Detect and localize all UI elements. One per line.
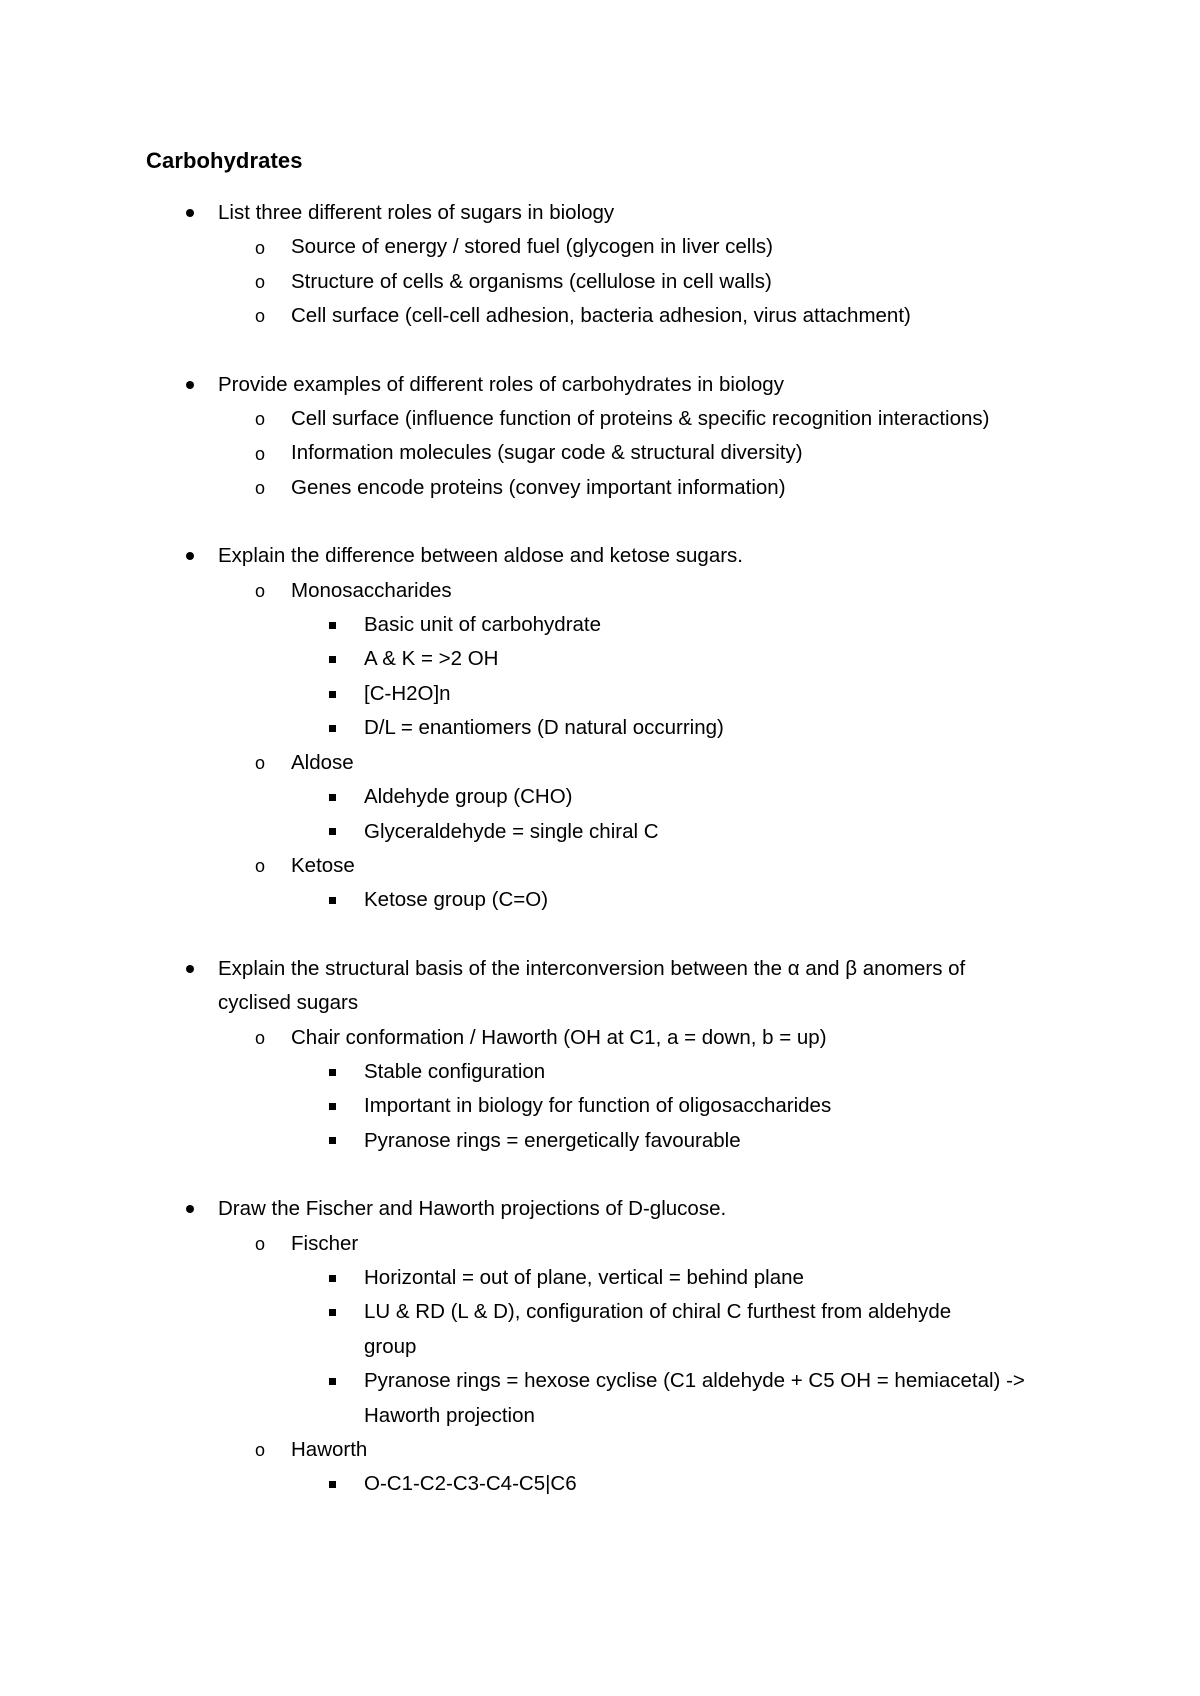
- bullet-square: [329, 608, 336, 642]
- section-anomers: [0, 952, 1200, 1158]
- group-heading-text: Monosaccharides: [291, 578, 452, 602]
- group-heading-text: Fischer: [291, 1231, 359, 1255]
- document-body: [0, 196, 1200, 1536]
- list-item: [0, 436, 1200, 470]
- list-item-continuation: [0, 1330, 1200, 1364]
- list-item-continuation: [0, 1399, 1200, 1433]
- list-item: [0, 402, 1200, 436]
- bullet-disc: [186, 539, 194, 573]
- group-heading: [0, 746, 1200, 780]
- section-projections: [0, 1192, 1200, 1502]
- group-heading-text: Aldose: [291, 750, 354, 774]
- question: [0, 368, 1200, 402]
- list-item: [0, 1467, 1200, 1501]
- bullet-circle: o: [255, 306, 266, 327]
- bullet-square: [329, 1364, 336, 1398]
- list-item-text: Horizontal = out of plane, vertical = behind plane: [364, 1265, 804, 1289]
- bullet-circle: o: [255, 478, 266, 499]
- list-item: [0, 642, 1200, 676]
- bullet-square: [329, 780, 336, 814]
- bullet-disc: [186, 368, 194, 402]
- group-heading: [0, 849, 1200, 883]
- bullet-disc: [186, 196, 194, 230]
- bullet-circle: o: [255, 1440, 266, 1461]
- list-item-text: D/L = enantiomers (D natural occurring): [364, 716, 724, 740]
- list-item: [0, 299, 1200, 333]
- group-heading: [0, 1021, 1200, 1055]
- list-item-text: Ketose group (C=O): [364, 888, 549, 912]
- question-text: Draw the Fischer and Haworth projections of D-glucose.: [218, 1197, 727, 1221]
- list-item: [0, 608, 1200, 642]
- bullet-square: [329, 1089, 336, 1123]
- list-item: [0, 1261, 1200, 1295]
- list-item-text: Information molecules (sugar code & structural diversity): [291, 441, 803, 465]
- list-item-text: Pyranose rings = hexose cyclise (C1 aldehyde + C5 OH = hemiacetal) ->: [364, 1369, 1025, 1393]
- list-item-text: Aldehyde group (CHO): [364, 785, 573, 809]
- question: [0, 196, 1200, 230]
- bullet-circle: o: [255, 752, 266, 773]
- list-item: [0, 677, 1200, 711]
- group-heading: [0, 1227, 1200, 1261]
- list-item: [0, 1124, 1200, 1158]
- question-text: Explain the structural basis of the interconversion between the α and β anomers of: [218, 956, 966, 980]
- list-item: [0, 1295, 1200, 1329]
- question-text: Explain the difference between aldose and ketose sugars.: [218, 544, 744, 568]
- list-item: [0, 1089, 1200, 1123]
- list-item-text: Cell surface (cell-cell adhesion, bacteria adhesion, virus attachment): [291, 304, 911, 328]
- list-item: [0, 471, 1200, 505]
- list-item-text: [C-H2O]n: [364, 681, 451, 705]
- bullet-disc: [186, 1192, 194, 1226]
- bullet-circle: o: [255, 1027, 266, 1048]
- section-sugar-roles: [0, 196, 1200, 334]
- bullet-square: [329, 1124, 336, 1158]
- list-item-text: Stable configuration: [364, 1059, 546, 1083]
- group-heading-text: Ketose: [291, 853, 355, 877]
- list-item: [0, 883, 1200, 917]
- bullet-square: [329, 642, 336, 676]
- question: [0, 539, 1200, 573]
- bullet-square: [329, 1261, 336, 1295]
- bullet-square: [329, 1055, 336, 1089]
- list-item-text: A & K = >2 OH: [364, 647, 499, 671]
- bullet-square: [329, 711, 336, 745]
- bullet-circle: o: [255, 409, 266, 430]
- list-item-text: Basic unit of carbohydrate: [364, 613, 602, 637]
- list-item: [0, 265, 1200, 299]
- section-carbohydrate-roles: [0, 368, 1200, 506]
- bullet-square: [329, 1467, 336, 1501]
- bullet-circle: o: [255, 443, 266, 464]
- list-item: [0, 711, 1200, 745]
- section-aldose-ketose: [0, 539, 1200, 917]
- group-heading: [0, 574, 1200, 608]
- list-item-text: group: [364, 1334, 417, 1358]
- list-item: [0, 1364, 1200, 1398]
- group-heading-text: Chair conformation / Haworth (OH at C1, a = down, b = up): [291, 1025, 827, 1049]
- bullet-circle: o: [255, 580, 266, 601]
- bullet-square: [329, 815, 336, 849]
- question: [0, 1192, 1200, 1226]
- bullet-circle: o: [255, 237, 266, 258]
- list-item-text: O-C1-C2-C3-C4-C5|C6: [364, 1472, 577, 1496]
- group-heading-text: Haworth: [291, 1438, 368, 1461]
- list-item: [0, 815, 1200, 849]
- bullet-circle: o: [255, 1233, 266, 1254]
- question-text: Provide examples of different roles of carbohydrates in biology: [218, 372, 784, 396]
- bullet-square: [329, 677, 336, 711]
- list-item-text: Important in biology for function of oligosaccharides: [364, 1094, 832, 1118]
- question-continuation: [0, 986, 1200, 1020]
- group-heading: [0, 1433, 1200, 1467]
- question-text: List three different roles of sugars in biology: [218, 201, 615, 224]
- document-title: Carbohydrates: [146, 148, 303, 173]
- question-text: cyclised sugars: [218, 991, 359, 1015]
- list-item-text: Source of energy / stored fuel (glycogen in liver cells): [291, 235, 773, 259]
- list-item: [0, 230, 1200, 264]
- list-item-text: Cell surface (influence function of proteins & specific recognition interactions): [291, 407, 990, 431]
- list-item-text: Haworth projection: [364, 1403, 535, 1427]
- bullet-square: [329, 1295, 336, 1329]
- list-item: [0, 1055, 1200, 1089]
- list-item-text: LU & RD (L & D), configuration of chiral C furthest from aldehyde: [364, 1300, 952, 1324]
- bullet-square: [329, 883, 336, 917]
- bullet-disc: [186, 952, 194, 986]
- list-item-text: Pyranose rings = energetically favourable: [364, 1128, 741, 1152]
- list-item-text: Structure of cells & organisms (cellulose in cell walls): [291, 269, 772, 293]
- list-item-text: Genes encode proteins (convey important information): [291, 475, 786, 499]
- list-item: [0, 780, 1200, 814]
- list-item-text: Glyceraldehyde = single chiral C: [364, 819, 659, 843]
- question: [0, 952, 1200, 986]
- bullet-circle: o: [255, 272, 266, 292]
- bullet-circle: o: [255, 856, 266, 877]
